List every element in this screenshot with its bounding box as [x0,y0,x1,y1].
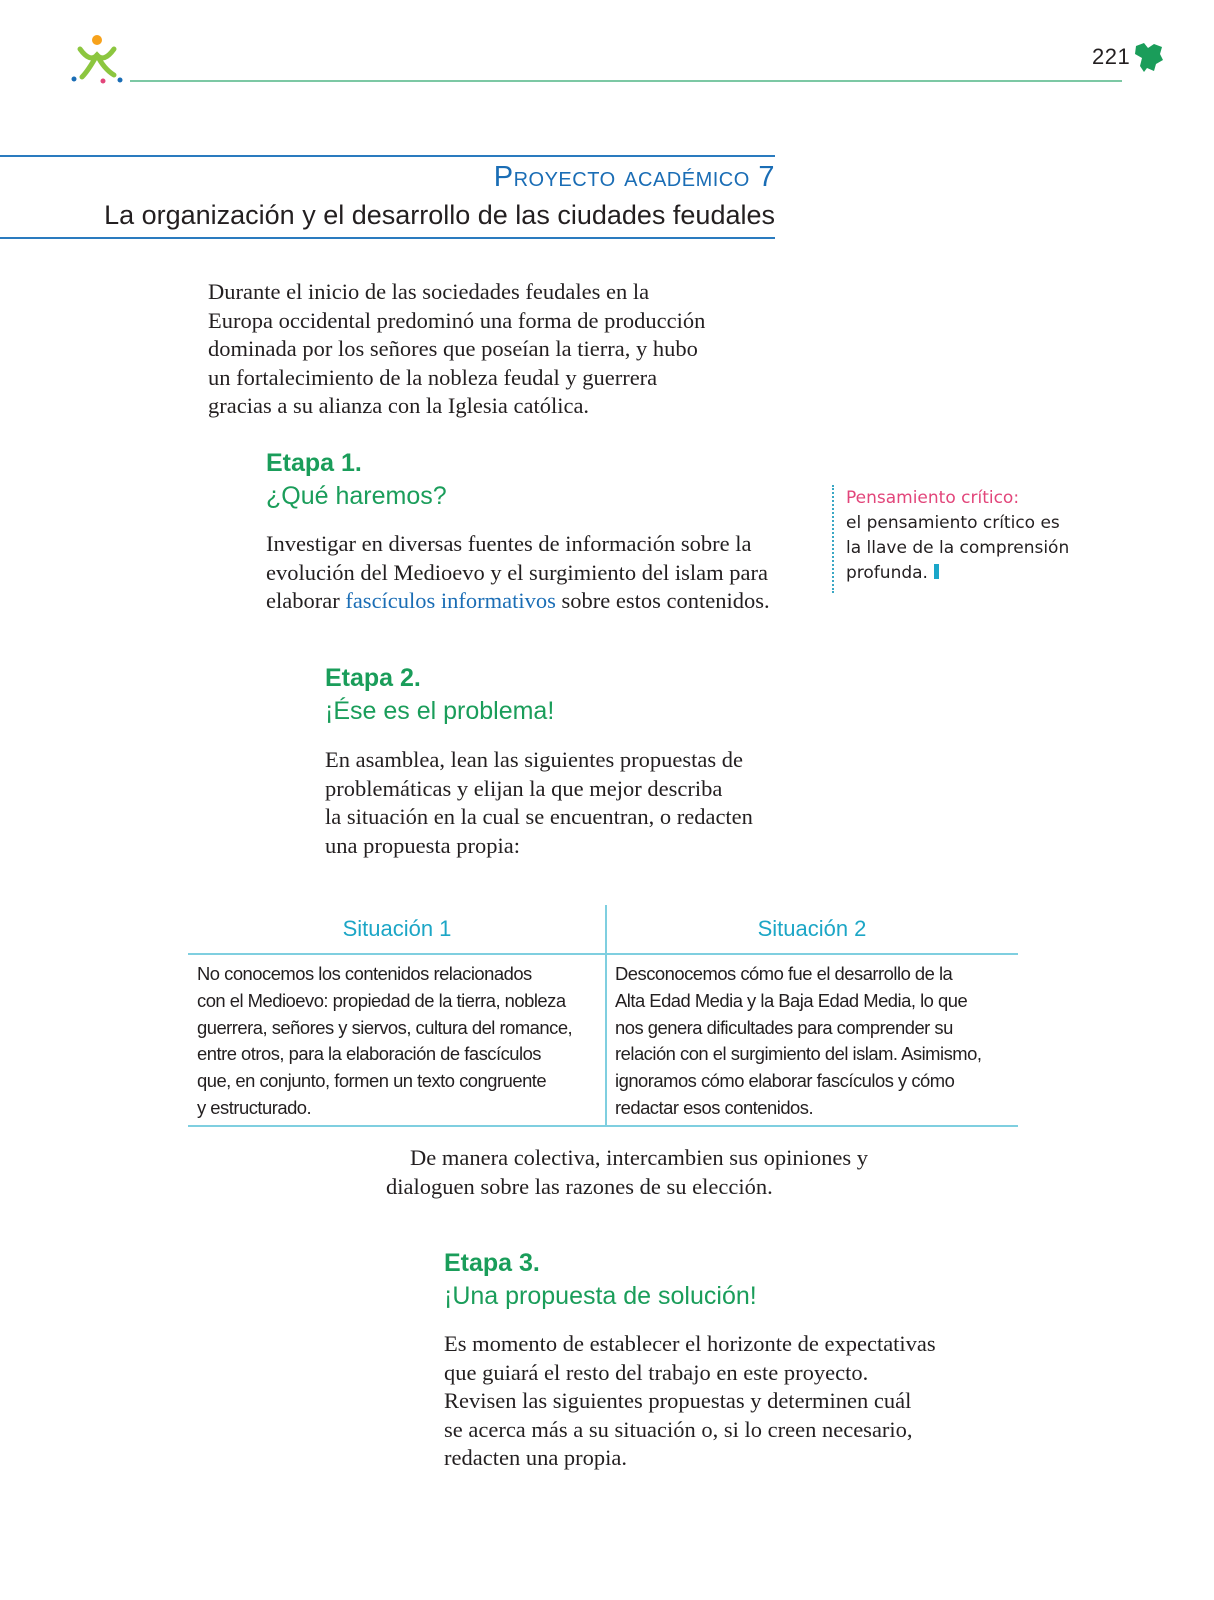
stage2-line: la situación en la cual se encuentran, o redacten [325,804,753,829]
situations-table [188,905,1018,1127]
stage2-line: En asamblea, lean las siguientes propuestas de [325,747,743,772]
situation1-line: No conocemos los contenidos relacionados [197,963,532,984]
situation1-cell [197,961,599,1122]
stage3-line: se acerca más a su situación o, si lo creen necesario, [444,1416,913,1442]
situation1-line: con el Medioevo: propiedad de la tierra, nobleza [197,989,566,1011]
green-map-icon [1132,40,1166,74]
critical-thinking-note [846,486,1096,586]
situation2-cell [615,961,1013,1122]
glossary-term-link[interactable]: fascículos informativos [345,588,556,613]
stage2-line: problemáticas y elijan la que mejor describa [325,775,723,801]
intro-line: Durante el inicio de las sociedades feudales en la [208,279,650,304]
title-rule-top [0,155,775,157]
stage1-paragraph [266,530,806,616]
note-line: el pensamiento crítico es [846,513,1060,533]
intro-line: dominada por los señores que poseían la tierra, y hubo [208,336,698,361]
situation2-line: Desconocemos cómo fue el desarrollo de la [615,963,953,984]
situation2-header: Situación 2 [757,916,867,941]
collective-line: De manera colectiva, intercambien sus opiniones y [410,1145,868,1170]
situation1-line: que, en conjunto, formen un texto congruente [197,1070,547,1092]
stage3-line: que guiará el resto del trabajo en este proyecto. [444,1359,869,1385]
table-header-rule [188,953,1018,955]
stage3-line: redacten una propia. [444,1445,628,1470]
project-title: Proyecto académico 7 [493,161,775,193]
situation1-line: entre otros, para la elaboración de fascículos [197,1043,542,1065]
table-bottom-rule [188,1125,1018,1127]
stage2-number: Etapa 2. [325,664,421,692]
stage1-number: Etapa 1. [266,449,362,477]
table-column-divider [605,905,607,1127]
intro-line: gracias a su alianza con la Iglesia católica. [208,393,590,418]
note-line-text: profunda. [846,563,928,583]
stage1-line [266,587,806,616]
stage2-line: una propuesta propia: [325,832,520,858]
intro-line: Europa occidental predominó una forma de producción [208,307,706,333]
situation2-line: Alta Edad Media y la Baja Edad Media, lo que [615,989,968,1011]
situation1-header: Situación 1 [342,916,452,941]
situation2-line: nos genera dificultades para comprender su [615,1016,953,1038]
project-subtitle: La organización y el desarrollo de las ciudades feudales [104,200,775,230]
sun-figure-logo-icon [70,33,130,85]
situation1-line: guerrera, señores y siervos, cultura del romance, [197,1016,573,1038]
intro-paragraph [208,278,748,421]
intro-line: un fortalecimiento de la nobleza feudal y guerrera [208,364,658,390]
note-line [846,561,1096,586]
note-heading: Pensamiento crítico: [846,488,1020,508]
situation2-line: redactar esos contenidos. [615,1096,814,1118]
situation2-line: ignoramos cómo elaborar fascículos y cómo [615,1070,955,1092]
stage1-title: ¿Qué haremos? [266,482,447,510]
page-number: 221 [1092,44,1131,69]
stage3-number: Etapa 3. [444,1249,540,1277]
note-end-mark-icon [934,564,939,579]
stage3-paragraph [444,1330,984,1473]
stage2-title: ¡Ése es el problema! [325,697,555,725]
collective-paragraph [386,1144,906,1201]
stage3-line: Es momento de establecer el horizonte de expectativas [444,1331,936,1356]
stage1-text-start: elaborar [266,588,346,613]
note-dotted-rule [832,485,834,593]
stage1-text-end: sobre estos contenidos. [555,588,770,613]
situation1-line: y estructurado. [197,1096,312,1118]
stage3-title: ¡Una propuesta de solución! [444,1282,757,1310]
header-rule [130,80,1122,82]
stage1-line: Investigar en diversas fuentes de información sobre la [266,531,752,556]
situation2-line: relación con el surgimiento del islam. Asimismo, [615,1043,982,1065]
stage1-line: evolución del Medioevo y el surgimiento del islam para [266,559,768,585]
title-rule-bottom [0,237,775,239]
collective-line: dialoguen sobre las razones de su elección. [386,1173,773,1199]
stage3-line: Revisen las siguientes propuestas y determinen cuál [444,1388,912,1413]
note-line: la llave de la comprensión [846,538,1070,558]
stage2-paragraph [325,746,805,860]
